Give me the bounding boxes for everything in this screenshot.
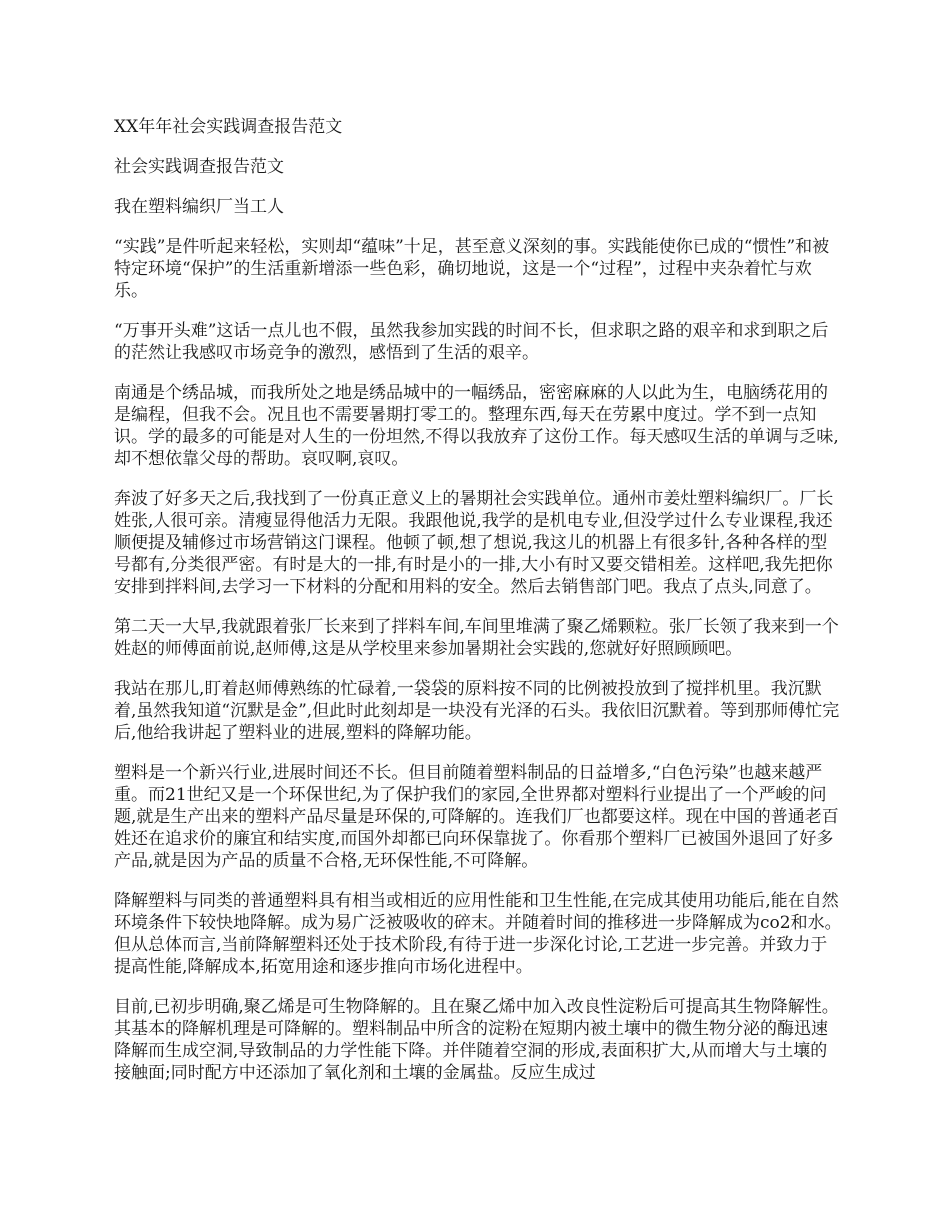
paragraph: 第二天一大早,我就跟着张厂长来到了拌料车间,车间里堆满了聚乙烯颗粒。张厂长领了我来到一个姓赵的师傅面前说,赵师傅,这是从学校里来参加暑期社会实践的,您就好好照顾顾吧。 bbox=[114, 617, 839, 659]
paragraph: 目前,已初步明确,聚乙烯是可生物降解的。且在聚乙烯中加入改良性淀粉后可提高其生物降解性。其基本的降解机理是可降解的。塑料制品中所含的淀粉在短期内被土壤中的微生物分泌的酶迅速降解而生成空洞,导致制品的力学性能下降。并伴随着空洞的形成,表面积扩大,从而增大与土壤的接触面;同时配方中还添加了氧化剂和土壤的金属盐。反应生成过 bbox=[114, 997, 839, 1083]
paragraph: 奔波了好多天之后,我找到了一份真正意义上的暑期社会实践单位。通州市姜灶塑料编织厂。厂长姓张,人很可亲。清瘦显得他活力无限。我跟他说,我学的是机电专业,但没学过什么专业课程,我还顺便提及辅修过市场营销这门课程。他顿了顿,想了想说,我这儿的机器上有很多针,各种各样的型号都有,分类很严密。有时是大的一排,有时是小的一排,大小有时又要交错相差。这样吧,我先把你安排到拌料间,去学习一下材料的分配和用料的安全。然后去销售部门吧。我点了点头,同意了。 bbox=[114, 489, 834, 597]
paragraph: 塑料是一个新兴行业,进展时间还不长。但目前随着塑料制品的日益增多,“白色污染”也越来越严重。而21世纪又是一个环保世纪,为了保护我们的家园,全世界都对塑料行业提出了一个严峻的问题,就是生产出来的塑料产品尽量是环保的,可降解的。连我们厂也都要这样。现在中国的普通老百姓还在追求价的廉宜和结实度,而国外却都已向环保靠拢了。你看那个塑料厂已被国外退回了好多产品,就是因为产品的质量不合格,无环保性能,不可降解。 bbox=[114, 763, 839, 871]
paragraph: “万事开头难”这话一点儿也不假，虽然我参加实践的时间不长，但求职之路的艰辛和求到职之后的茫然让我感叹市场竞争的激烈，感悟到了生活的艰辛。 bbox=[114, 321, 829, 363]
paragraph: 我站在那儿,盯着赵师傅熟练的忙碌着,一袋袋的原料按不同的比例被投放到了搅拌机里。我沉默着,虽然我知道“沉默是金”,但此时此刻却是一块没有光泽的石头。我依旧沉默着。等到那师傅忙完后,他给我讲起了塑料业的进展,塑料的降解功能。 bbox=[114, 679, 840, 743]
paragraph: 南通是个绣品城，而我所处之地是绣品城中的一幅绣品，密密麻麻的人以此为生，电脑绣花用的是编程，但我不会。况且也不需要暑期打零工的。整理东西,每天在劳累中度过。学不到一点知识。学的最多的可能是对人生的一份坦然,不得以我放弃了这份工作。每天感叹生活的单调与乏味,却不想依靠父母的帮助。哀叹啊,哀叹。 bbox=[114, 383, 839, 469]
paragraph: “实践”是件听起来轻松，实则却“蕴味”十足，甚至意义深刻的事。实践能使你已成的“惯性”和被特定环境“保护”的生活重新增添一些色彩，确切地说，这是一个“过程”，过程中夹杂着忙与欢乐。 bbox=[114, 237, 830, 301]
document-title: XX年年社会实践调查报告范文 bbox=[114, 117, 343, 137]
section-heading: 我在塑料编织厂当工人 bbox=[114, 197, 284, 217]
document-subtitle: 社会实践调查报告范文 bbox=[114, 157, 284, 177]
paragraph: 降解塑料与同类的普通塑料具有相当或相近的应用性能和卫生性能,在完成其使用功能后,能在自然环境条件下较快地降解。成为易广泛被吸收的碎末。并随着时间的推移进一步降解成为co2和水。但从总体而言,当前降解塑料还处于技术阶段,有待于进一步深化讨论,工艺进一步完善。并致力于提高性能,降解成本,拓宽用途和逐步推向市场化进程中。 bbox=[114, 891, 842, 977]
document-page bbox=[114, 116, 844, 1102]
